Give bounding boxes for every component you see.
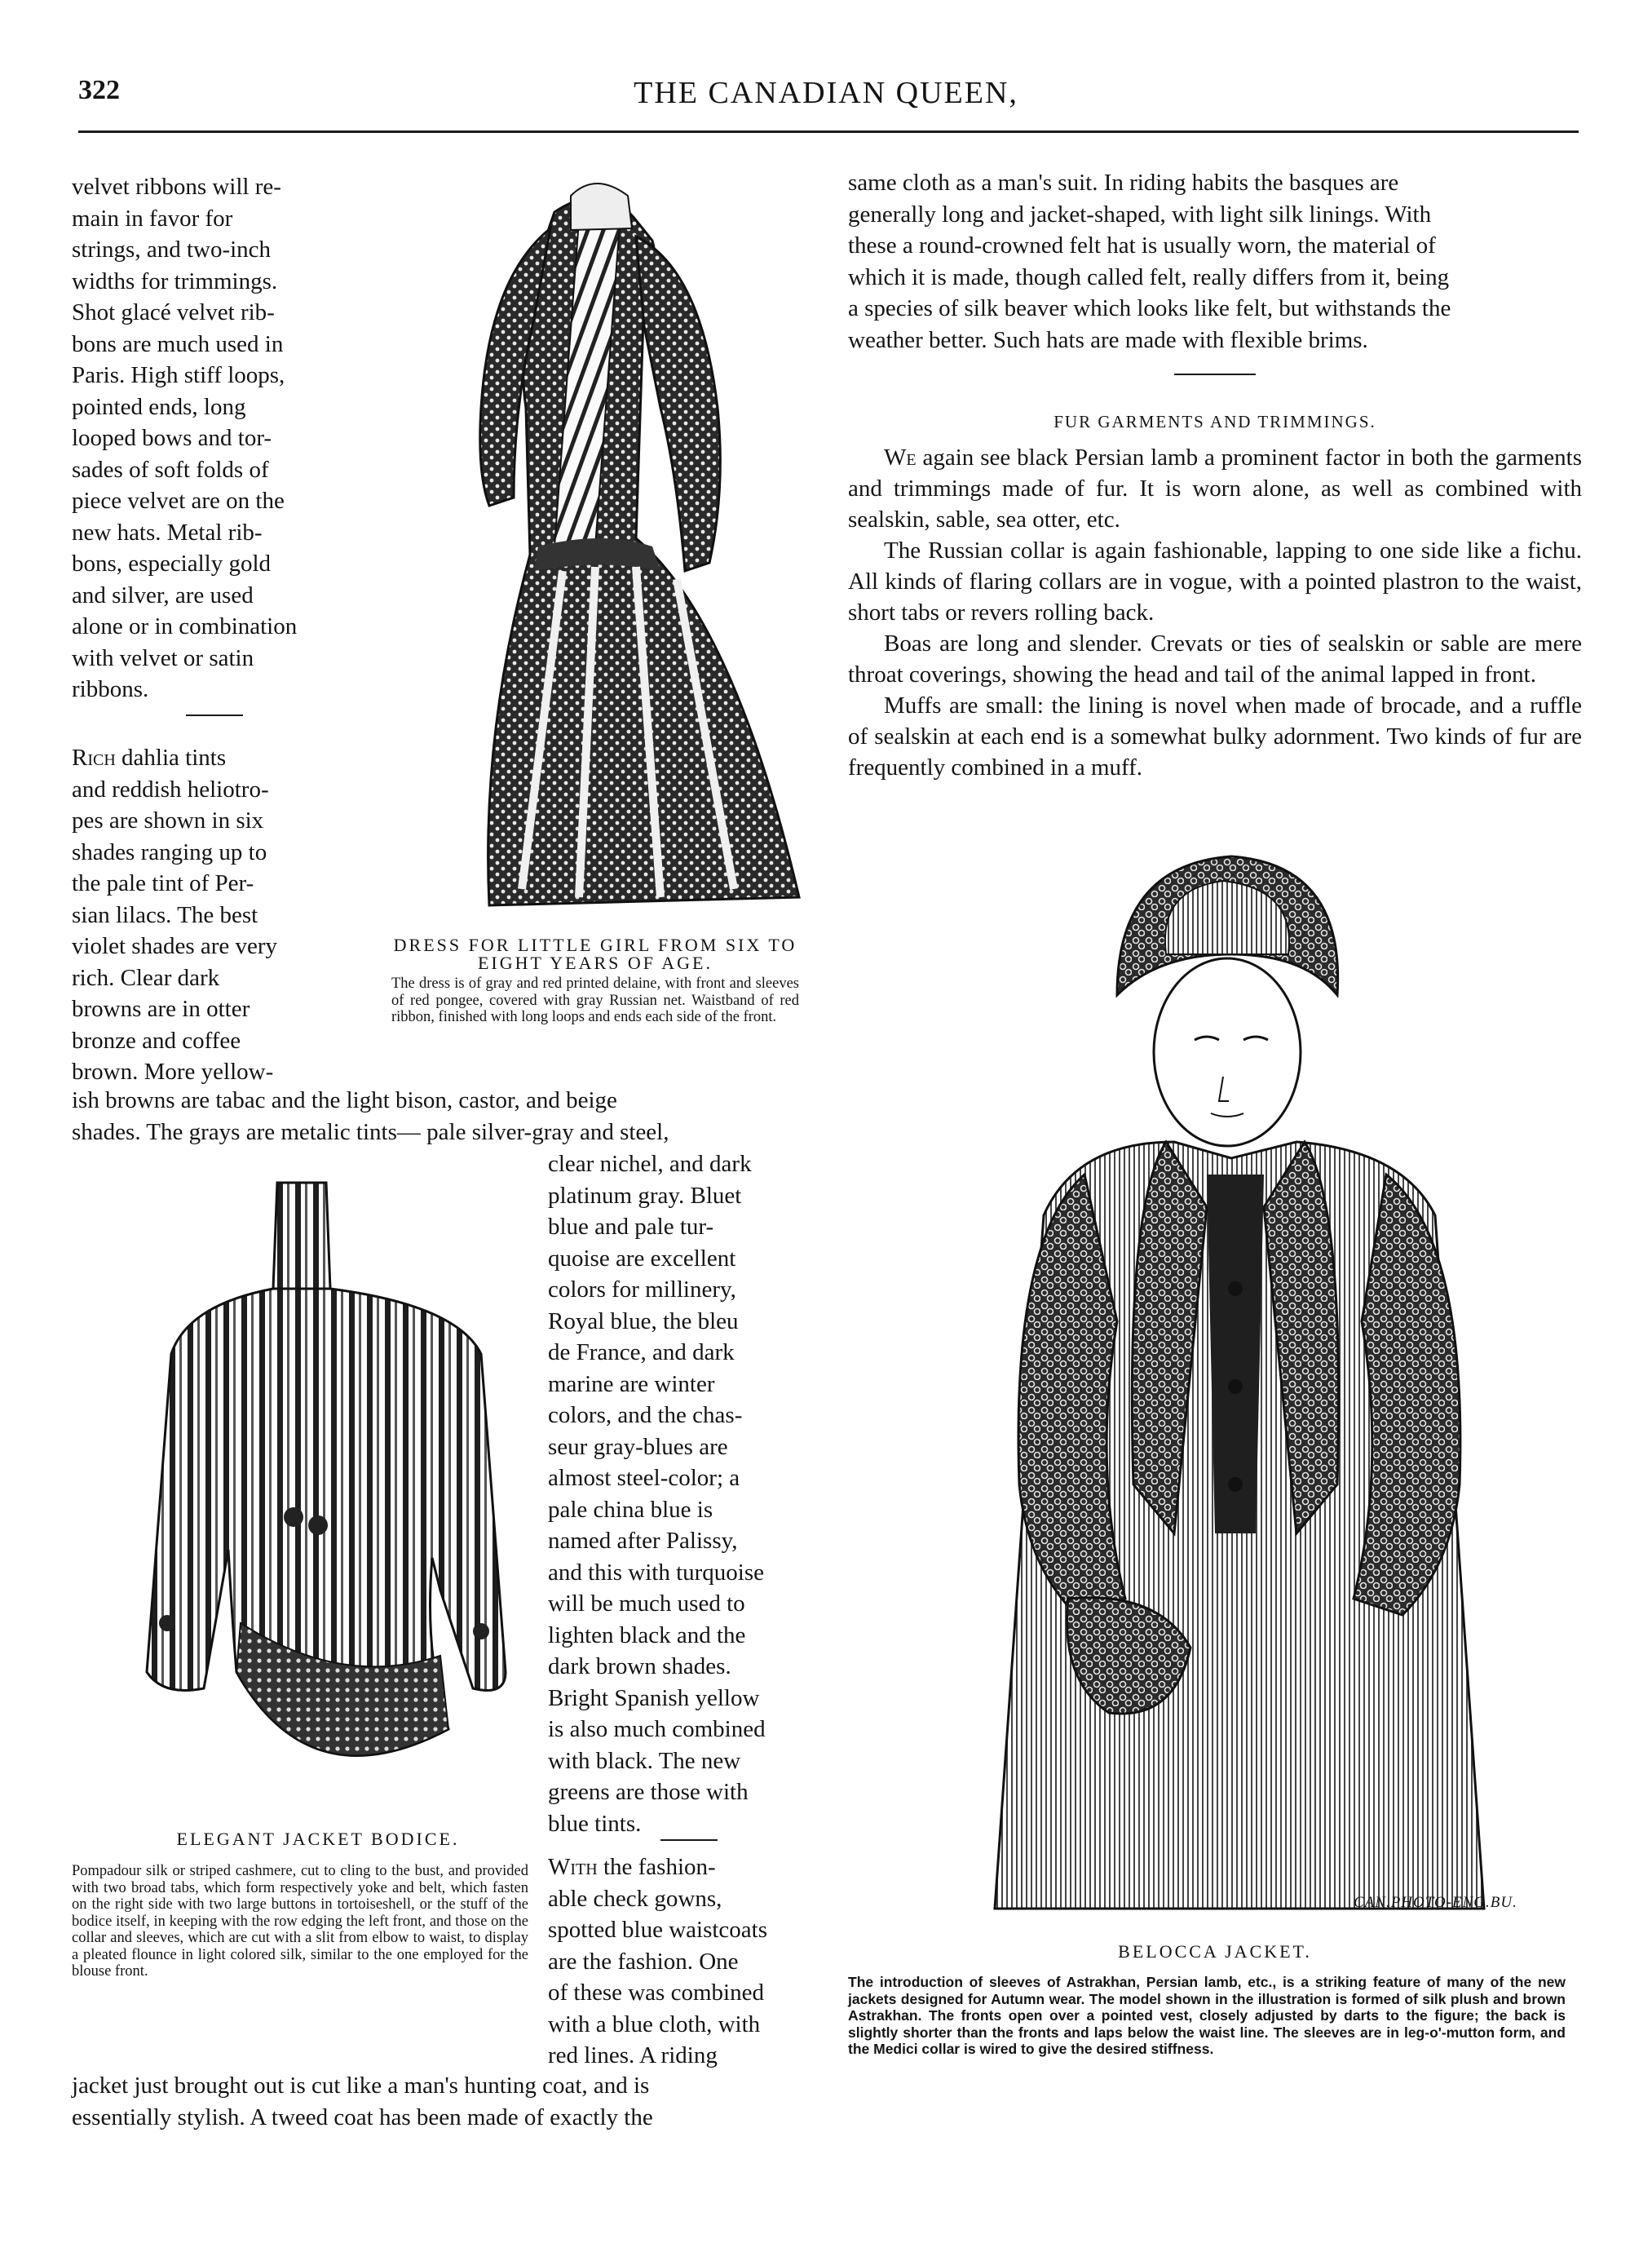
col1-para2 (72, 742, 342, 1088)
text-line: spotted blue waistcoats (548, 1917, 768, 1943)
text-line: seur gray-blues are (548, 1433, 728, 1460)
jacket-caption-text: The introduction of sleeves of Astrakhan, Persian lamb, etc., is a striking feature of many of the new jackets designed for Autumn wear. The model shown in the illustration is formed of silk plush and brown Astrakhan. The fronts open over a pointed vest, closely adjusted by darts to the figure; the back is slightly shorter than the fronts and laps below the waist line. The sleeves are in leg-o'-mutton form, and the Medici collar is wired to give the desired stiffness. (848, 1974, 1566, 2057)
text-line: clear nichel, and dark (548, 1151, 752, 1177)
jacket-caption-title: BELOCCA JACKET. (1118, 1941, 1312, 1962)
text-line: piece velvet are on the (72, 488, 285, 514)
text-line: blue tints. (548, 1810, 642, 1837)
text-line: and reddish heliotro- (72, 776, 269, 803)
wide-text (72, 1085, 806, 1148)
text-line: jacket just brought out is cut like a man's hunting coat, and is (72, 2073, 650, 2099)
text-line: velvet ribbons will re- (72, 174, 281, 200)
text-line: Shot glacé velvet rib- (72, 299, 275, 325)
text-line: essentially stylish. A tweed coat has been made of exactly the (72, 2104, 653, 2130)
text-line: and this with turquoise (548, 1559, 765, 1586)
text-line: shades. The grays are metalic tints— pale silver-gray and steel, (72, 1118, 669, 1145)
jacket-illustration (962, 832, 1533, 1925)
drop-word: With (548, 1854, 598, 1880)
text-line: alone or in combination (72, 613, 298, 639)
fur-paragraph: We again see black Persian lamb a prominent factor in both the garments and trimmings made of fur. It is worn alone, as well as combined with sealskin, sable, sea otter, etc. (848, 445, 1582, 533)
engraver-credit: CAN.PHOTO-ENG.BU. (1354, 1894, 1517, 1911)
text-line: Bright Spanish yellow (548, 1684, 760, 1711)
text-line: browns are in otter (72, 996, 250, 1022)
text-line: red lines. A riding (548, 2042, 718, 2068)
text-line: of these was combined (548, 1980, 764, 2006)
fur-paragraph: Muffs are small: the lining is novel when made of brocade, and a ruffle of sealskin at each end is a somewhat bulky adornment. Two kinds of fur are frequently combined in a muff. (848, 692, 1582, 781)
text-line: ish browns are tabac and the light bison, castor, and beige (72, 1087, 617, 1113)
text-line: sian lilacs. The best (72, 901, 258, 928)
text-line: widths for trimmings. (72, 268, 278, 294)
fur-paragraph: Boas are long and slender. Crevats or ties of sealskin or sable are mere throat coverings, showing the head and tail of the animal lapped in front. (848, 630, 1582, 688)
dress-caption-text: The dress is of gray and red printed delaine, with front and sleeves of red pongee, covered with gray Russian net. Waistband of red ribbon, finished with long loops and ends each side of the front. (391, 976, 799, 1025)
text-line: with black. The new (548, 1747, 741, 1774)
text-line: with velvet or satin (72, 644, 254, 671)
text-line: will be much used to (548, 1590, 745, 1617)
text-line: weather better. Such hats are made with flexible brims. (848, 326, 1368, 353)
text-line: and silver, are used (72, 582, 254, 608)
text-line: which it is made, though called felt, really differs from it, being (848, 263, 1450, 290)
text-line: blue and pale tur- (548, 1214, 714, 1240)
text-line: quoise are excellent (548, 1245, 736, 1272)
dress-caption-title: DRESS FOR LITTLE GIRL FROM SIX TO EIGHT YEARS OF AGE. (393, 935, 797, 973)
text-line: sades of soft folds of (72, 456, 269, 483)
text-line: greens are those with (548, 1779, 749, 1805)
text-line: bronze and coffee (72, 1027, 241, 1054)
journal-title: THE CANADIAN QUEEN, (634, 76, 1018, 110)
bodice-caption-text: Pompadour silk or striped cashmere, cut to cling to the bust, and provided with two broad tabs, which form respectively yoke and belt, which fasten on the right side with two large buttons in tortoiseshell, or the stuff of the bodice itself, in keeping with the row edging the left front, and those on the collar and sleeves, which are cut with a slit from elbow to waist, to display a pleated flounce in light colored silk, similar to the one employed for the blouse front. (72, 1863, 528, 1980)
fur-section-heading: FUR GARMENTS AND TRIMMINGS. (1053, 412, 1376, 431)
text-line: Rich dahlia tints (72, 745, 227, 771)
text-line: dark brown shades. (548, 1653, 731, 1679)
mid-column-para2 (548, 1851, 807, 2072)
fur-section-text (848, 442, 1582, 783)
fur-paragraph: The Russian collar is again fashionable, lapping to one side like a fichu. All kinds of flaring collars are in vogue, with a pointed plastron to the waist, short tabs or revers rolling back. (848, 538, 1582, 626)
bodice-caption-title: ELEGANT JACKET BODICE. (176, 1829, 460, 1849)
text-line: is also much combined (548, 1716, 766, 1742)
bodice-engraving (98, 1166, 522, 1819)
right-column-top (848, 167, 1582, 356)
text-line: generally long and jacket-shaped, with light silk linings. With (848, 201, 1432, 228)
text-line: looped bows and tor- (72, 425, 272, 451)
section-divider (1174, 374, 1256, 375)
text-line: main in favor for (72, 205, 233, 232)
bodice-illustration (98, 1166, 522, 1819)
page-number: 322 (78, 75, 120, 105)
text-line: bons are much used in (72, 330, 284, 357)
text-line: pes are shown in six (72, 807, 264, 834)
text-line: these a round-crowned felt hat is usually worn, the material of (848, 232, 1436, 259)
drop-word: Rich (72, 745, 116, 771)
text-line: with a blue cloth, with (548, 2011, 761, 2037)
col1-top-text (72, 171, 342, 706)
text-line: de France, and dark (548, 1339, 735, 1365)
text-line: strings, and two-inch (72, 237, 272, 263)
text-line: ribbons. (72, 676, 149, 702)
text-line: are the fashion. One (548, 1948, 739, 1975)
text-line: violet shades are very (72, 933, 278, 959)
text-line: a species of silk beaver which looks like felt, but withstands the (848, 295, 1451, 321)
text-line: With the fashion- (548, 1854, 716, 1880)
text-line: shades ranging up to (72, 838, 267, 865)
text-line: same cloth as a man's suit. In riding habits the basques are (848, 170, 1399, 196)
section-divider (660, 1839, 718, 1841)
text-line: brown. More yellow- (72, 1059, 274, 1085)
text-line: named after Palissy, (548, 1528, 738, 1554)
text-line: the pale tint of Per- (72, 870, 254, 896)
text-line: able check gowns, (548, 1885, 722, 1912)
bottom-wide-text (72, 2070, 806, 2133)
text-line: lighten black and the (548, 1621, 746, 1648)
dress-engraving (391, 163, 815, 914)
text-line: pale china blue is (548, 1496, 713, 1523)
section-divider (186, 714, 243, 716)
header-rule (78, 131, 1579, 133)
text-line: colors for millinery, (548, 1276, 736, 1303)
text-line: Royal blue, the bleu (548, 1307, 739, 1334)
text-line: rich. Clear dark (72, 964, 220, 991)
text-line: marine are winter (548, 1370, 715, 1397)
dress-illustration (391, 163, 815, 914)
text-line: almost steel-color; a (548, 1465, 740, 1491)
text-line: pointed ends, long (72, 393, 246, 420)
text-line: colors, and the chas- (548, 1402, 743, 1428)
text-line: bons, especially gold (72, 551, 272, 577)
text-line: Paris. High stiff loops, (72, 362, 285, 388)
mid-column-text (548, 1148, 807, 1839)
text-line: new hats. Metal rib- (72, 519, 263, 546)
jacket-engraving (962, 832, 1533, 1925)
text-line: platinum gray. Bluet (548, 1182, 742, 1209)
